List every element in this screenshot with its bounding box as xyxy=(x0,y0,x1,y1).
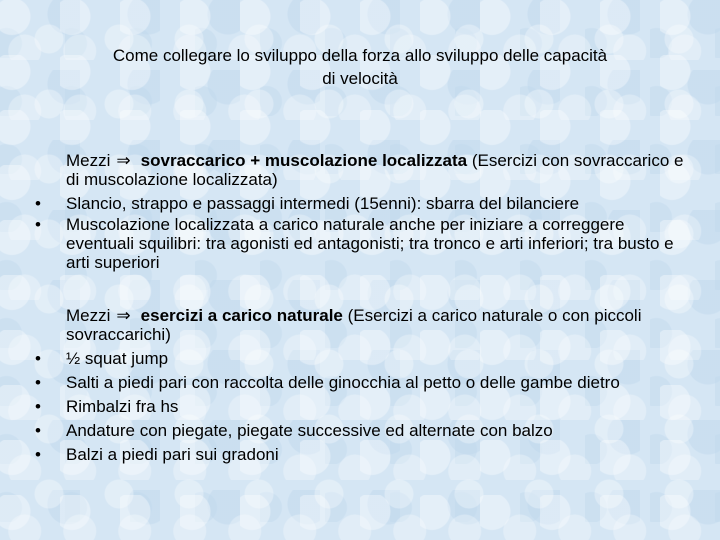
lead-bold: sovraccarico + muscolazione localizzata xyxy=(140,151,468,170)
title-line-2: di velocità xyxy=(322,69,398,88)
section-overload xyxy=(30,151,690,272)
lead-rest: (Esercizi con sovraccarico e di muscolazione localizzata) xyxy=(66,151,684,189)
list-item-text: Balzi a piedi pari sui gradoni xyxy=(66,445,279,464)
bullet-icon: • xyxy=(35,194,41,213)
list-item xyxy=(30,215,690,272)
list-item-text: Slancio, strappo e passaggi intermedi (15enni): sbarra del bilanciere xyxy=(66,194,580,213)
list-item xyxy=(30,373,690,392)
lead-bold: esercizi a carico naturale xyxy=(140,306,343,325)
title-line-1: Come collegare lo sviluppo della forza allo sviluppo delle capacità xyxy=(112,46,608,65)
bullet-icon: • xyxy=(35,215,41,234)
bullet-icon: • xyxy=(35,397,41,416)
list-item-text: Salti a piedi pari con raccolta delle ginocchia al petto o delle gambe dietro xyxy=(66,373,620,392)
slide-title xyxy=(30,44,690,90)
list-item xyxy=(30,420,690,442)
bullet-icon: • xyxy=(35,445,41,464)
list-item-text: Andature con piegate, piegate successive ed alternate con balzo xyxy=(66,421,553,440)
lead-prefix: Mezzi xyxy=(66,306,111,325)
section-lead xyxy=(30,151,690,189)
implies-arrow-icon: ⇒ xyxy=(116,151,131,170)
list-item-text: Rimbalzi fra hs xyxy=(66,397,179,416)
lead-prefix: Mezzi xyxy=(66,151,111,170)
list-item xyxy=(30,444,690,466)
list-item-text: ½ squat jump xyxy=(66,349,169,368)
bullet-icon: • xyxy=(35,373,41,392)
list-item xyxy=(30,396,690,418)
section-lead xyxy=(30,306,690,344)
bullet-icon: • xyxy=(35,349,41,368)
section-natural-load xyxy=(30,306,690,466)
list-item-text: Muscolazione localizzata a carico naturale anche per iniziare a correggere eventuali squilibri: tra agonisti ed antagonisti; tra tronco e arti inferiori; tra busto e arti superiori xyxy=(66,215,674,272)
bullet-icon: • xyxy=(35,421,41,440)
implies-arrow-icon: ⇒ xyxy=(116,306,131,325)
list-item xyxy=(30,348,690,370)
lead-rest: (Esercizi a carico naturale o con piccoli sovraccarichi) xyxy=(66,306,642,344)
list-item xyxy=(30,193,690,215)
